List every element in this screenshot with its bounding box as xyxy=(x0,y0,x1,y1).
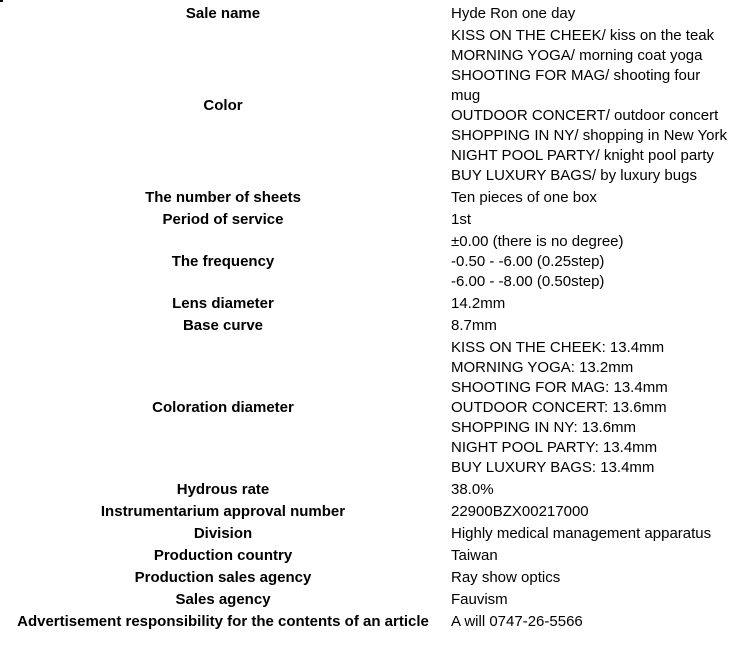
spec-label: Production country xyxy=(153,547,293,564)
spec-value-line: Ten pieces of one box xyxy=(451,189,597,206)
spec-value xyxy=(446,187,731,209)
spec-value xyxy=(446,231,731,293)
spec-value-line: 8.7mm xyxy=(451,317,497,334)
spec-value xyxy=(446,337,731,479)
spec-value-line: SHOPPING IN NY: 13.6mm xyxy=(451,419,637,436)
spec-value-line: MORNING YOGA/ morning coat yoga xyxy=(451,47,703,64)
spec-row xyxy=(0,501,731,523)
spec-label: Color xyxy=(203,97,243,114)
spec-value-line: Ray show optics xyxy=(451,569,561,586)
spec-table-body xyxy=(0,3,731,633)
spec-value-line: 1st xyxy=(451,211,472,228)
spec-value-line: NIGHT POOL PARTY: 13.4mm xyxy=(451,439,658,456)
spec-value xyxy=(446,523,731,545)
spec-value-line: mug xyxy=(451,87,481,104)
spec-label: Division xyxy=(193,525,253,542)
spec-value-line: 22900BZX00217000 xyxy=(451,503,589,520)
spec-row xyxy=(0,209,731,231)
spec-row xyxy=(0,611,731,633)
spec-row xyxy=(0,567,731,589)
spec-label: Instrumentarium approval number xyxy=(100,503,346,520)
spec-value-line: KISS ON THE CHEEK: 13.4mm xyxy=(451,339,665,356)
spec-row xyxy=(0,3,731,25)
spec-table xyxy=(0,3,731,633)
spec-row xyxy=(0,187,731,209)
spec-value xyxy=(446,209,731,231)
spec-value xyxy=(446,479,731,501)
spec-value-line: 14.2mm xyxy=(451,295,506,312)
spec-value-line: Highly medical management apparatus xyxy=(451,525,712,542)
spec-label: Sales agency xyxy=(175,591,271,608)
spec-value-line: MORNING YOGA: 13.2mm xyxy=(451,359,634,376)
spec-label: The number of sheets xyxy=(145,189,301,206)
spec-value-line: -6.00 - -8.00 (0.50step) xyxy=(451,273,605,290)
spec-value-line: BUY LUXURY BAGS: 13.4mm xyxy=(451,459,655,476)
spec-row xyxy=(0,523,731,545)
spec-row xyxy=(0,293,731,315)
spec-value-line: ±0.00 (there is no degree) xyxy=(451,233,624,250)
corner-mark xyxy=(0,0,3,2)
spec-value-line: SHOOTING FOR MAG: 13.4mm xyxy=(451,379,668,396)
spec-value xyxy=(446,611,731,633)
spec-value xyxy=(446,545,731,567)
spec-value-line: BUY LUXURY BAGS/ by luxury bugs xyxy=(451,167,697,184)
spec-value xyxy=(446,25,731,187)
spec-row xyxy=(0,589,731,611)
spec-value-line: SHOPPING IN NY/ shopping in New York xyxy=(451,127,727,144)
spec-label: Lens diameter xyxy=(172,295,274,312)
spec-value xyxy=(446,567,731,589)
spec-label: The frequency xyxy=(171,253,275,270)
spec-value-line: 38.0% xyxy=(451,481,494,498)
spec-value-line: Fauvism xyxy=(451,591,508,608)
spec-row xyxy=(0,545,731,567)
spec-value-line: NIGHT POOL PARTY/ knight pool party xyxy=(451,147,714,164)
spec-value-line: KISS ON THE CHEEK/ kiss on the teak xyxy=(451,27,715,44)
spec-value-line: Taiwan xyxy=(451,547,498,564)
spec-value xyxy=(446,293,731,315)
spec-label: Production sales agency xyxy=(134,569,312,586)
spec-value xyxy=(446,3,731,25)
spec-label: Hydrous rate xyxy=(176,481,270,498)
spec-value-line: OUTDOOR CONCERT/ outdoor concert xyxy=(451,107,719,124)
spec-row xyxy=(0,479,731,501)
spec-label: Coloration diameter xyxy=(152,399,294,416)
spec-row xyxy=(0,25,731,187)
spec-label: Base curve xyxy=(182,317,264,334)
spec-value xyxy=(446,315,731,337)
spec-value xyxy=(446,501,731,523)
spec-row xyxy=(0,337,731,479)
spec-row xyxy=(0,231,731,293)
spec-row xyxy=(0,315,731,337)
spec-label: Period of service xyxy=(162,211,284,228)
spec-value-line: Hyde Ron one day xyxy=(451,5,576,22)
spec-label: Advertisement responsibility for the contents of an article xyxy=(17,613,429,630)
spec-value-line: -0.50 - -6.00 (0.25step) xyxy=(451,253,605,270)
spec-value-line: OUTDOOR CONCERT: 13.6mm xyxy=(451,399,667,416)
spec-value xyxy=(446,589,731,611)
spec-value-line: A will 0747-26-5566 xyxy=(451,613,583,630)
spec-label: Sale name xyxy=(185,5,261,22)
spec-value-line: SHOOTING FOR MAG/ shooting four xyxy=(451,67,701,84)
